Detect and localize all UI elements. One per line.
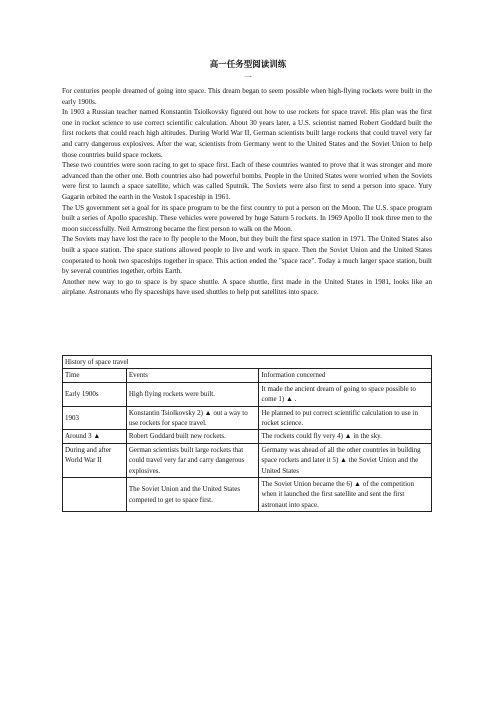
cell-info: It made the ancient dream of going to space possible to come 1) ▲ . xyxy=(259,382,432,406)
cell-info: Germany was ahead of all the other countries in building space rockets and later it 5) ▲ the Soviet Union and the United States xyxy=(259,443,432,477)
cell-time xyxy=(63,478,127,512)
header-info: Information concerned xyxy=(259,369,432,382)
header-events: Events xyxy=(126,369,259,382)
cell-events: High flying rockets were built. xyxy=(126,382,259,406)
paragraph: Another new way to go to space is by space shuttle. A space shuttle, first made in the United States in 1981, looks like an airplane. Astronauts who fly spaceships have used shuttles to help put satellites into space. xyxy=(62,277,432,297)
cell-events: Konstantin Tsiolkovsky 2) ▲ out a way to use rockets for space travel. xyxy=(126,406,259,430)
cell-time: 1903 xyxy=(63,406,127,430)
paragraph: In 1903 a Russian teacher named Konstantin Tsiolkovsky figured out how to use rockets for space travel. His plan was the first one in rocket science to use correct scientific calculation. About 30 years later, a U.S. scientist named Robert Goddard built the first rockets that could reach high altitudes. During World War II, German scientists built large rockets that could travel very far and carry dangerous explosives. After the war, scientists from Germany went to the United States and the Soviet Union to help those countries build space rockets. xyxy=(62,108,432,159)
passage xyxy=(62,86,432,298)
table-row xyxy=(63,443,432,477)
cell-time: Around 3 ▲ xyxy=(63,430,127,443)
table-row xyxy=(63,478,432,512)
paragraph: For centuries people dreamed of going into space. This dream began to seem possible when high-flying rockets were built in the early 1900s. xyxy=(62,87,432,106)
cell-time: During and after World War II xyxy=(63,443,127,477)
table-row xyxy=(63,406,432,430)
section-number: 一 xyxy=(244,73,252,82)
paragraph: The US government set a goal for its space program to be the first country to put a person on the Moon. The U.S. space program built a series of Apollo spaceship. These vehicles were powered by huge Saturn 5 rockets. In 1969 Apollo II took three men to the moon successfully. Neil Armstrong became the first person to walk on the Moon. xyxy=(62,203,432,233)
cell-events: The Soviet Union and the United States competed to get to space first. xyxy=(126,478,259,512)
cell-info: He planned to put correct scientific calculation to use in rocket science. xyxy=(259,406,432,430)
table-row xyxy=(63,382,432,406)
paragraph: The Soviets may have lost the race to fly people to the Moon, but they built the first space station in 1971. The United States also built a space station. The space stations allowed people to live and work in space. Then the Soviet Union and the United States cooperated to hook two spaceships together in space. This action ended the "space race". Today a much larger space station, built by several countries together, orbits Earth. xyxy=(62,235,432,276)
history-table xyxy=(62,355,432,512)
table-row xyxy=(63,430,432,443)
cell-info: The Soviet Union became the 6) ▲ of the competition when it launched the first satellite and sent the first astronaut into space. xyxy=(259,478,432,512)
document-title: 高一任务型阅读训练 xyxy=(209,59,287,69)
cell-info: The rockets could fly very 4) ▲ in the sky. xyxy=(259,430,432,443)
paragraph: These two countries were soon racing to get to space first. Each of these countries wanted to prove that it was stronger and more advanced than the other one. Both countries also had powerful bombs. People in the United States were worried when the Soviets were first to launch a space satellite, which was called Sputnik. The Soviets were also first to send a person into space. Yury Gagarin orbited the earth in the Vostok I spaceship in 1961. xyxy=(62,161,432,201)
cell-time: Early 1900s xyxy=(63,382,127,406)
header-time: Time xyxy=(63,369,127,382)
table-caption: History of space travel xyxy=(63,356,432,369)
cell-events: Robert Goddard built new rockets. xyxy=(126,430,259,443)
cell-events: German scientists built large rockets that could travel very far and carry dangerous explosives. xyxy=(126,443,259,477)
